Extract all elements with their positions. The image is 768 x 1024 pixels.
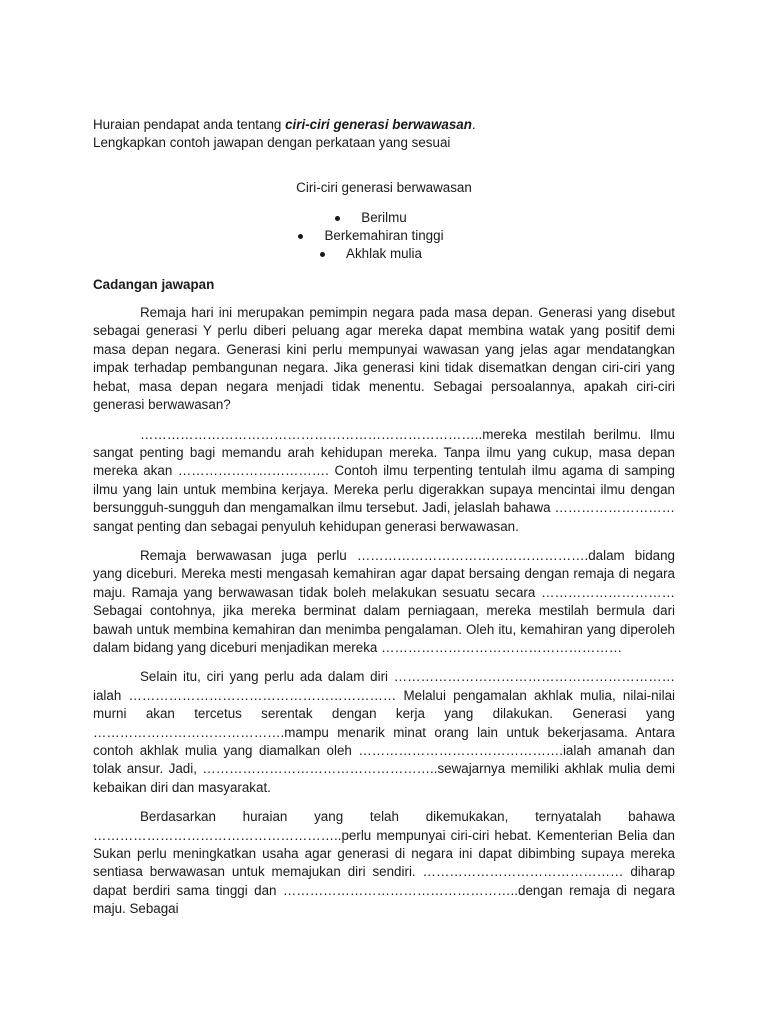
intro-topic-emphasis: ciri-ciri generasi berwawasan — [285, 117, 472, 132]
paragraph-berilmu: …………………………………………………………………..mereka mestilah berilmu. Ilmu sangat penting bagi memandu arah kehidupan mereka. Tanpa ilmu yang cukup, masa depan mereka akan ……………………………. Contoh ilmu terpenting tentulah ilmu agama di samping ilmu yang lain untuk membina kerjaya. Mereka perlu digerakkan supaya mencintai ilmu dengan bersungguh-sungguh dan mengamalkan ilmu tersebut. Jadi, jelaslah bahawa ……………………… sangat penting dan sebagai penyuluh kehidupan generasi berwawasan. — [93, 426, 675, 534]
list-item — [93, 227, 675, 245]
list-item — [93, 245, 675, 263]
list-item-label: Berilmu — [361, 209, 406, 227]
answer-subheading: Cadangan jawapan — [93, 276, 215, 292]
intro-line-1-suffix: . — [471, 117, 476, 132]
intro-line-1-prefix: Huraian pendapat anda tentang — [93, 117, 286, 132]
intro-instructions — [93, 116, 675, 153]
paragraph-kemahiran: Remaja berwawasan juga perlu …………………………………………….dalam bidang yang diceburi. Mereka mesti mengasah kemahiran agar dapat bersaing dengan remaja di negara maju. Ramaja yang berwawasan tidak boleh melakukan sesuatu secara ………………………… Sebagai contohnya, jika mereka berminat dalam perniagaan, mereka mestilah bermula dari bawah untuk membina kemahiran dan menimba pengalaman. Oleh itu, kemahiran yang diperoleh dalam bidang yang diceburi menjadikan mereka ……………………………………………… — [93, 547, 675, 655]
document-page — [93, 116, 675, 919]
list-item-label: Berkemahiran tinggi — [324, 227, 443, 245]
characteristics-list — [93, 209, 675, 264]
list-item — [93, 209, 675, 227]
paragraph-conclusion: Berdasarkan huraian yang telah dikemukakan, ternyatalah bahawa ………………………………………………..perlu mempunyai ciri-ciri hebat. Kementerian Belia dan Sukan perlu meningkatkan usaha agar generasi di negara ini dapat dibimbing supaya mereka sentiasa berwawasan untuk memajukan diri sendiri. ……………………………………… diharap dapat berdiri sama tinggi dan ……………………………………………..dengan remaja di negara maju. Sebagai — [93, 809, 675, 917]
intro-line-1 — [93, 116, 675, 134]
paragraph-introduction: Remaja hari ini merupakan pemimpin negara pada masa depan. Generasi yang disebut sebagai generasi Y perlu diberi peluang agar mereka dapat membina watak yang positif demi masa depan negara. Generasi kini perlu mempunyai wawasan yang jelas agar mendatangkan impak terhadap pembangunan negara. Jika generasi kini tidak disematkan dengan ciri-ciri yang hebat, masa depan negara menjadi tidak menentu. Sebagai persoalannya, apakah ciri-ciri generasi berwawasan? — [93, 305, 675, 413]
section-title: Ciri-ciri generasi berwawasan — [296, 179, 472, 195]
paragraph-akhlak: Selain itu, ciri yang perlu ada dalam diri ……………………………………………………… ialah …………………………………………………… Melalui pengamalan akhlak mulia, nilai-nilai murni akan tercetus serentak dengan kerja yang dilakukan. Generasi yang …………………………………….mampu menarik minat orang lain untuk bekerjasama. Antara contoh akhlak mulia yang diamalkan oleh ……………………………………….ialah amanah dan tolak ansur. Jadi, ……………………………………………..sewajarnya memiliki akhlak mulia demi kebaikan diri dan masyarakat. — [93, 669, 675, 795]
intro-line-2: Lengkapkan contoh jawapan dengan perkataan yang sesuai — [93, 135, 451, 151]
list-item-label: Akhlak mulia — [346, 245, 422, 263]
